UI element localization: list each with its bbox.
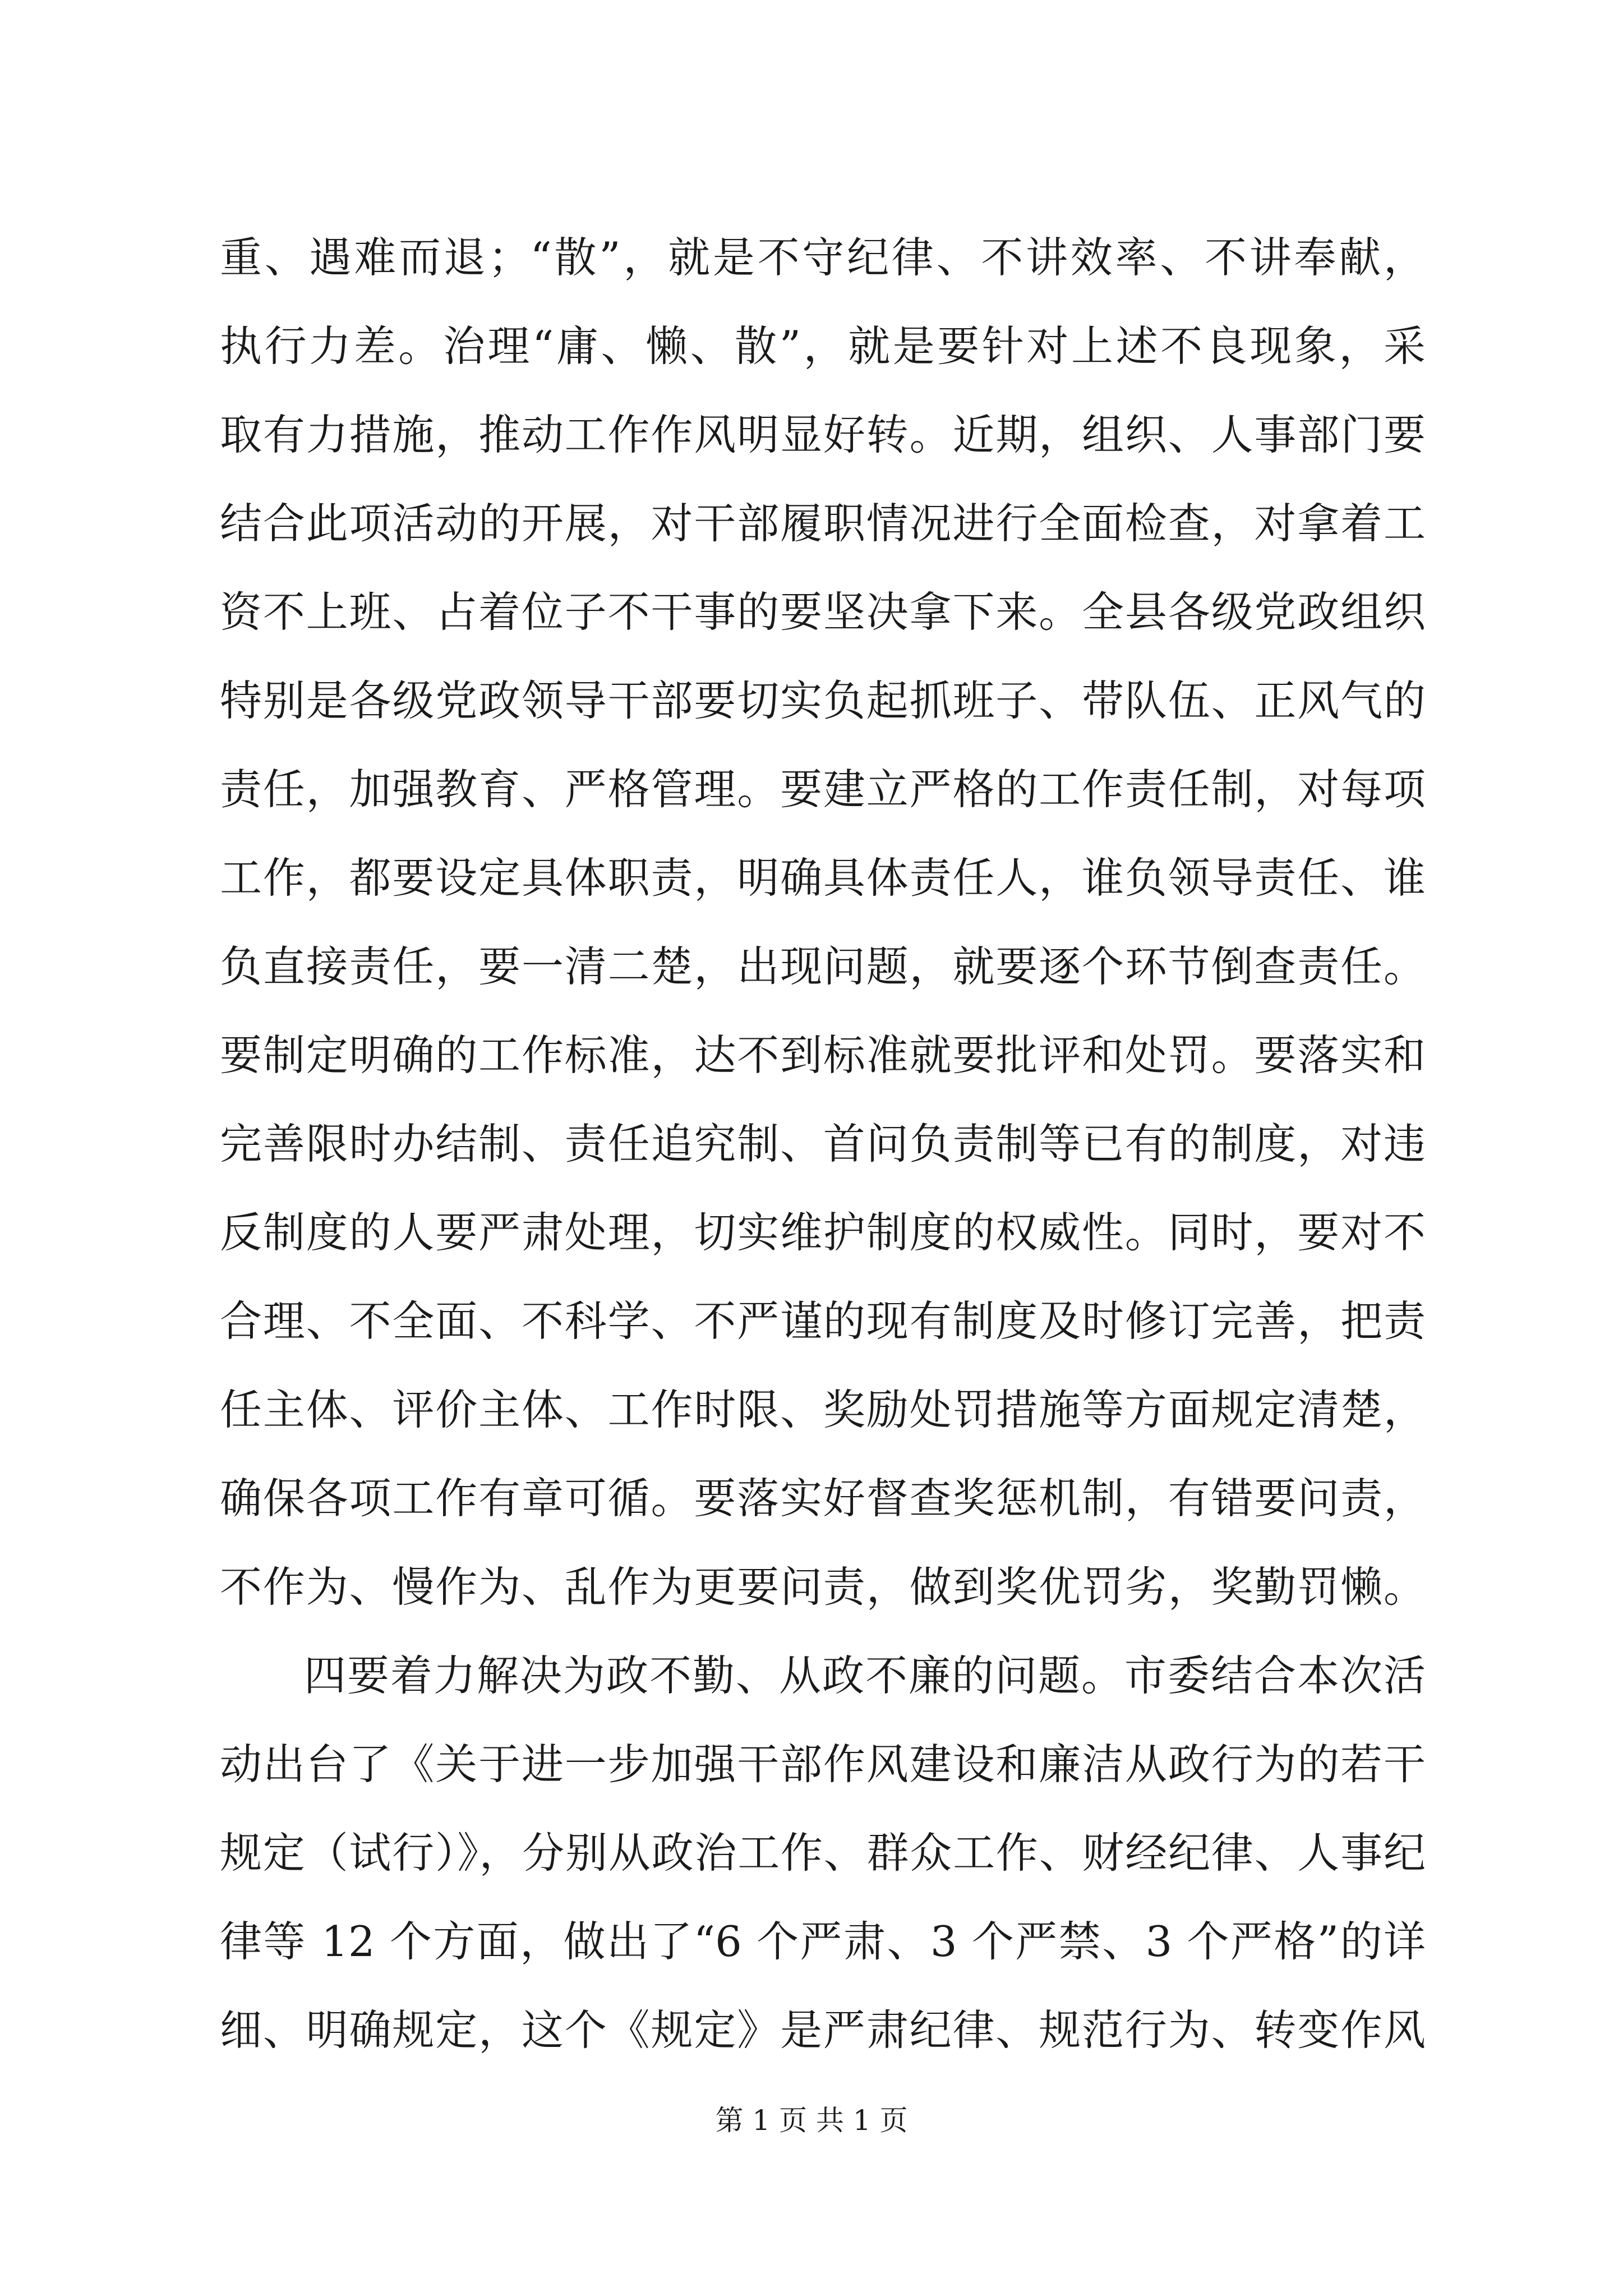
text-line: 任主体、评价主体、工作时限、奖励处罚措施等方面规定清楚，: [220, 1385, 1426, 1434]
text-line: 重、遇难而退；“散”，就是不守纪律、不讲效率、不讲奉献，: [220, 233, 1426, 282]
text-line: 责任，加强教育、严格管理。要建立严格的工作责任制，对每项: [220, 765, 1426, 814]
text-line: 特别是各级党政领导干部要切实负起抓班子、带队伍、正风气的: [220, 676, 1426, 725]
text-line: 律等 12 个方面，做出了“6 个严肃、3 个严禁、3 个严格”的详: [220, 1917, 1426, 1966]
text-line: 不作为、慢作为、乱作为更要问责，做到奖优罚劣，奖勤罚懒。: [220, 1562, 1426, 1612]
text-line: 负直接责任，要一清二楚，出现问题，就要逐个环节倒查责任。: [220, 942, 1426, 991]
text-line: 要制定明确的工作标准，达不到标准就要批评和处罚。要落实和: [220, 1030, 1426, 1080]
paragraph-first-line: 四要着力解决为政不勤、从政不廉的问题。市委结合本次活: [304, 1651, 1426, 1700]
text-line: 合理、不全面、不科学、不严谨的现有制度及时修订完善，把责: [220, 1296, 1426, 1346]
page-footer: 第 1 页 共 1 页: [715, 2104, 908, 2137]
text-line: 资不上班、占着位子不干事的要坚决拿下来。全县各级党政组织: [220, 587, 1426, 637]
document-body: [220, 213, 1426, 2074]
text-line: 规定（试行）》，分别从政治工作、群众工作、财经纪律、人事纪: [220, 1828, 1426, 1878]
text-line: 确保各项工作有章可循。要落实好督查奖惩机制，有错要问责，: [220, 1474, 1426, 1523]
text-line: 执行力差。治理“庸、懒、散”，就是要针对上述不良现象，采: [220, 321, 1426, 371]
text-line: 反制度的人要严肃处理，切实维护制度的权威性。同时，要对不: [220, 1208, 1426, 1257]
text-line: 工作，都要设定具体职责，明确具体责任人，谁负领导责任、谁: [220, 853, 1426, 903]
text-line: 动出台了《关于进一步加强干部作风建设和廉洁从政行为的若干: [220, 1740, 1426, 1789]
text-line: 完善限时办结制、责任追究制、首问负责制等已有的制度，对违: [220, 1119, 1426, 1168]
text-line: 取有力措施，推动工作作风明显好转。近期，组织、人事部门要: [220, 410, 1426, 459]
text-line: 细、明确规定，这个《规定》是严肃纪律、规范行为、转变作风: [220, 2005, 1426, 2055]
text-line: 结合此项活动的开展，对干部履职情况进行全面检查，对拿着工: [220, 499, 1426, 548]
